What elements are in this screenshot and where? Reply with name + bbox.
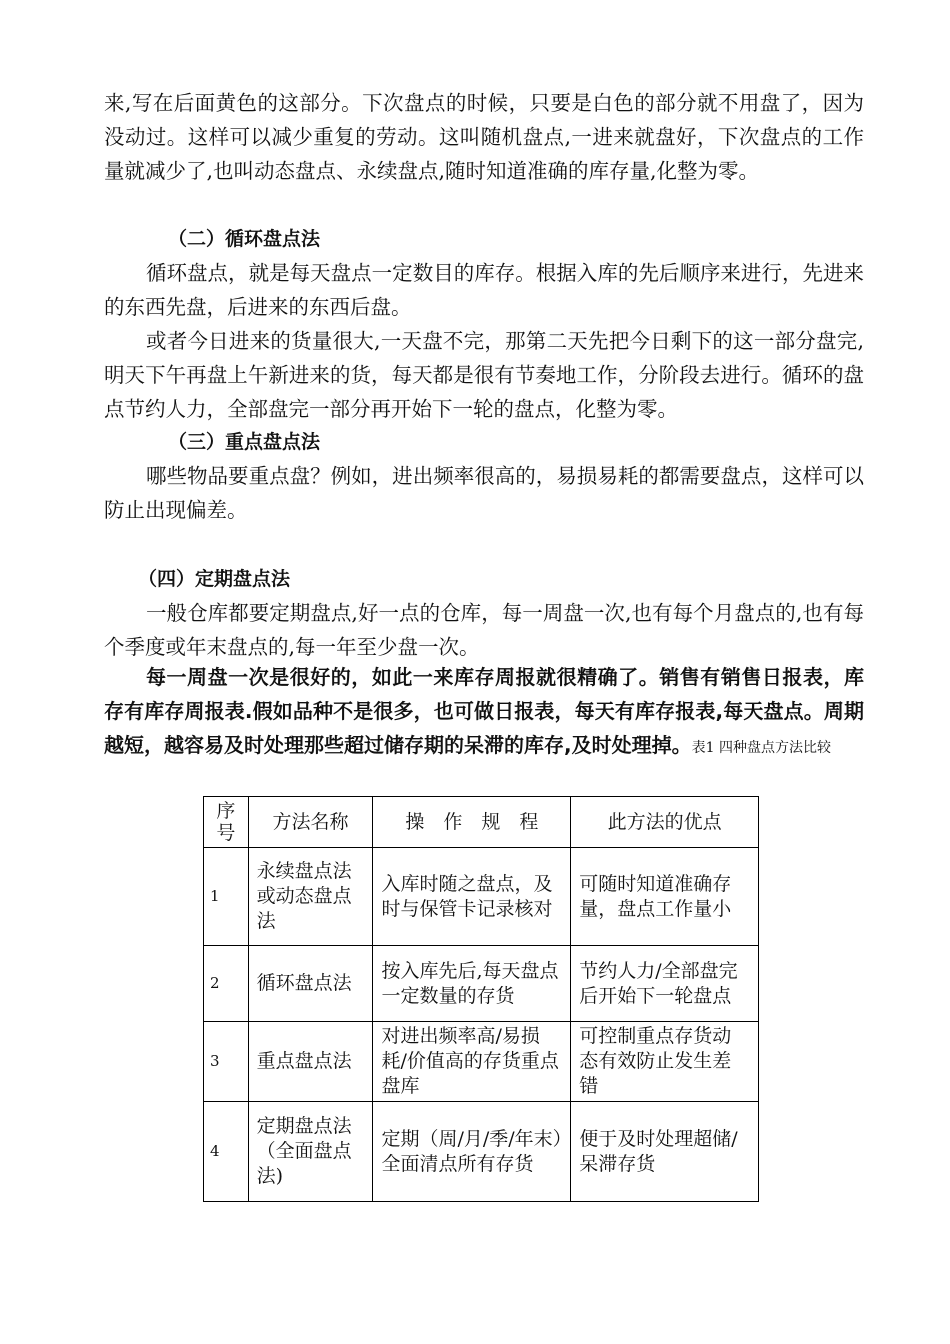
cell-method (248, 848, 373, 946)
header-index-text: 序号 (216, 800, 236, 844)
paragraph-periodic-1-text: 一般仓库都要定期盘点,好一点的仓库，每一周盘一次,也有每个月盘点的,也有每个季度或年末盘点的,每一年至少盘一次。 (104, 601, 864, 659)
header-method: 方法名称 (248, 797, 373, 848)
cell-procedure: 对进出频率高/易损耗/价值高的存货重点盘库 (373, 1022, 571, 1102)
paragraph-cycle-1: 循环盘点，就是每天盘点一定数目的库存。根据入库的先后顺序来进行，先进来的东西先盘，后进来的东西后盘。 (104, 261, 864, 319)
cell-advantage: 可控制重点存货动态有效防止发生差错 (571, 1022, 759, 1102)
header-advantage: 此方法的优点 (571, 797, 759, 848)
table-row (204, 848, 759, 946)
cell-method: 重点盘点法 (248, 1022, 373, 1102)
table-row (204, 1022, 759, 1102)
cell-advantage: 节约人力/全部盘完后开始下一轮盘点 (571, 946, 759, 1022)
heading-key-count: （三）重点盘点法 (168, 431, 321, 453)
cell-method-text: 永续盘点法 或动态盘点法 (256, 860, 352, 932)
paragraph-intro: 来,写在后面黄色的这部分。下次盘点的时候，只要是白色的部分就不用盘了，因为没动过。这样可以减少重复的劳动。这叫随机盘点,一进来就盘好，下次盘点的工作量就减少了,也叫动态盘点、永续盘点,随时知道准确的库存量,化整为零。 (104, 91, 864, 183)
paragraph-periodic-2-bold: 每一周盘一次是很好的，如此一来库存周报就很精确了。销售有销售日报表，库存有库存周报表.假如品种不是很多，也可做日报表，每天有库存报表,每天盘点。周期越短，越容易及时处理那些超过储存期的呆滞的库存,及时处理掉。 (104, 665, 864, 757)
cell-method-text: 定期盘点法 （全面盘点法) (256, 1115, 352, 1187)
cell-index: 1 (204, 848, 249, 946)
table-header-row (204, 797, 759, 848)
paragraph-periodic-1 (104, 596, 864, 664)
cell-advantage: 便于及时处理超储/呆滞存货 (571, 1102, 759, 1202)
cell-index: 3 (204, 1022, 249, 1102)
heading-cycle-count: （二）循环盘点法 (168, 228, 321, 250)
table-row (204, 1102, 759, 1202)
paragraph-periodic-2 (104, 660, 864, 765)
cell-procedure: 按入库先后,每天盘点一定数量的存货 (373, 946, 571, 1022)
header-index (204, 797, 249, 848)
cell-method (248, 1102, 373, 1202)
table-row (204, 946, 759, 1022)
table-caption: 表1 四种盘点方法比较 (691, 740, 831, 756)
header-procedure: 操 作 规 程 (373, 797, 571, 848)
cell-procedure: 定期（周/月/季/年末）全面清点所有存货 (373, 1102, 571, 1202)
cell-index: 4 (204, 1102, 249, 1202)
cell-procedure: 入库时随之盘点，及时与保管卡记录核对 (373, 848, 571, 946)
paragraph-cycle-2: 或者今日进来的货量很大,一天盘不完，那第二天先把今日剩下的这一部分盘完,明天下午再盘上午新进来的货，每天都是很有节奏地工作，分阶段去进行。循环的盘点节约人力，全部盘完一部分再开始下一轮的盘点，化整为零。 (104, 329, 864, 421)
cell-index: 2 (204, 946, 249, 1022)
cell-method: 循环盘点法 (248, 946, 373, 1022)
cell-advantage: 可随时知道准确存量，盘点工作量小 (571, 848, 759, 946)
heading-periodic-count: （四）定期盘点法 (138, 568, 291, 590)
comparison-table (203, 796, 759, 1202)
paragraph-key-count: 哪些物品要重点盘？例如，进出频率很高的，易损易耗的都需要盘点，这样可以防止出现偏差。 (104, 464, 864, 522)
